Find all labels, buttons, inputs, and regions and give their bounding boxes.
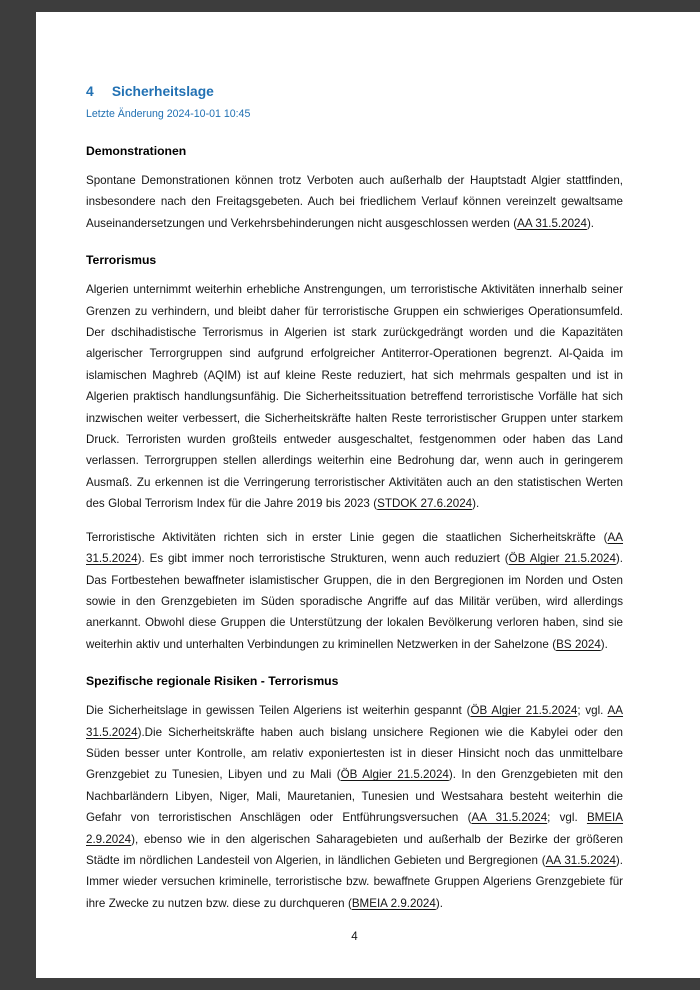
citation-link[interactable]: BMEIA 2.9.2024: [86, 811, 624, 846]
text-run: ; vgl.: [577, 704, 608, 718]
citation-link[interactable]: ÖB Algier 21.5.2024: [340, 768, 449, 782]
text-run: ).: [435, 896, 443, 910]
text-run: Terroristische Aktivitäten richten sich in erster Linie gegen die staatlichen Sicherheitskräfte (: [86, 530, 608, 544]
paragraph: [86, 279, 623, 514]
citation-link[interactable]: STDOK 27.6.2024: [377, 497, 473, 511]
page-number: 4: [351, 930, 358, 943]
text-run: ). In den Grenzgebieten mit den Nachbarländern Libyen, Niger, Mali, Mauretanien, Tunesien und Westsahara besteht weiterhin die Gefahr von terroristischen Anschlägen oder Entführungsversuchen (: [86, 768, 624, 825]
text-run: ). Immer wieder versuchen kriminelle, terroristische bzw. bewaffnete Gruppen Algeriens Grenzgebiete für ihre Zwecke zu nutzen bzw. diese zu durchqueren (: [86, 853, 624, 910]
text-run: ; vgl.: [547, 811, 587, 825]
citation-link[interactable]: AA 31.5.2024: [517, 216, 587, 230]
citation-link[interactable]: AA 31.5.2024: [471, 811, 548, 825]
citation-link[interactable]: AA 31.5.2024: [545, 853, 616, 867]
paragraph: [86, 700, 623, 914]
citation-link[interactable]: ÖB Algier 21.5.2024: [470, 704, 578, 718]
text-run: ).: [586, 216, 595, 230]
section-number: 4: [86, 84, 94, 99]
paragraph: [86, 527, 623, 655]
sub-heading: Demonstrationen: [86, 144, 187, 158]
text-run: ).: [472, 497, 480, 511]
text-run: Algerien unternimmt weiterhin erhebliche Anstrengungen, um terroristische Aktivitäten innerhalb seiner Grenzen zu verhindern, und bleibt daher für terroristische Gruppen ein schwieriges Operationsumfeld. Der dschihadistische Terrorismus in Algerien ist stark zurückgedrängt worden und die Kapazitäten algerischer Terrorgruppen sind aufgrund erfolgreicher Antiterror-Operationen begrenzt. Al-Qaida im islamischen Maghreb (AQIM) ist auf kleine Reste reduziert, hat sich mehrmals gespalten und ist in Algerien praktisch handlungsunfähig. Die Sicherheitssituation betreffend terroristische Vorfälle hat sich inzwischen weiter verbessert, die Sicherheitskräfte halten Reste terroristischer Gruppen unter starkem Druck. Terroristen wurden großteils entweder ausgeschaltet, festgenommen oder haben das Land verlassen. Terrorgruppen stellen allerdings weiterhin eine Bedrohung dar, wenn auch in geringerem Ausmaß. Zu erkennen ist die Verringerung terroristischer Aktivitäten auch an den statistischen Werten des Global Terrorism Index für die Jahre 2019 bis 2023 (: [86, 283, 623, 511]
text-run: ).: [600, 637, 608, 651]
sub-heading: Spezifische regionale Risiken - Terrorismus: [86, 674, 339, 689]
document-content: [86, 144, 623, 914]
document-page: [36, 12, 700, 978]
citation-link[interactable]: BS 2024: [556, 637, 601, 651]
section-title: Sicherheitslage: [111, 84, 214, 99]
text-run: ).Die Sicherheitskräfte haben auch bislang unsichere Regionen wie die Kabylei oder den Süden besser unter Kontrolle, am relativ exponiertesten ist in dieser Hinsicht noch das unmittelbare Grenzgebiet zu Tunesien, Libyen und zu Mali (: [86, 725, 623, 782]
section-heading: [86, 84, 623, 99]
text-run: ). Es gibt immer noch terroristische Strukturen, wenn auch reduziert (: [137, 552, 509, 566]
paragraph: [86, 170, 623, 234]
text-run: Die Sicherheitslage in gewissen Teilen Algeriens ist weiterhin gespannt (: [86, 704, 471, 718]
citation-link[interactable]: AA 31.5.2024: [86, 704, 624, 739]
text-run: Spontane Demonstrationen können trotz Verboten auch außerhalb der Hauptstadt Algier stattfinden, insbesondere nach den Freitagsgebeten. Auch bei friedlichem Verlauf können vereinzelt gewaltsame Auseinandersetzungen und Verkehrsbehinderungen nicht ausgeschlossen werden (: [86, 174, 623, 230]
citation-link[interactable]: ÖB Algier 21.5.2024: [508, 552, 616, 566]
sub-heading: Terrorismus: [86, 253, 157, 268]
citation-link[interactable]: AA 31.5.2024: [86, 530, 623, 566]
text-run: ). Das Fortbestehen bewaffneter islamistischer Gruppen, die in den Bergregionen im Norden und Osten sowie in den Grenzgebieten im Süden sporadische Angriffe auf das Militär verüben, wird allerdings anerkannt. Obwohl diese Gruppen die Unterstützung der lokalen Bevölkerung verloren haben, sind sie weiterhin aktiv und unterhalten Verbindungen zu kriminellen Netzwerken in der Sahelzone (: [86, 552, 624, 651]
text-run: ), ebenso wie in den algerischen Saharagebieten und außerhalb der Bezirke der größeren Städte im nördlichen Landesteil von Algerien, in ländlichen Gebieten und Bergregionen (: [86, 832, 623, 867]
last-change-note: Letzte Änderung 2024-10-01 10:45: [86, 108, 251, 120]
citation-link[interactable]: BMEIA 2.9.2024: [351, 896, 436, 910]
